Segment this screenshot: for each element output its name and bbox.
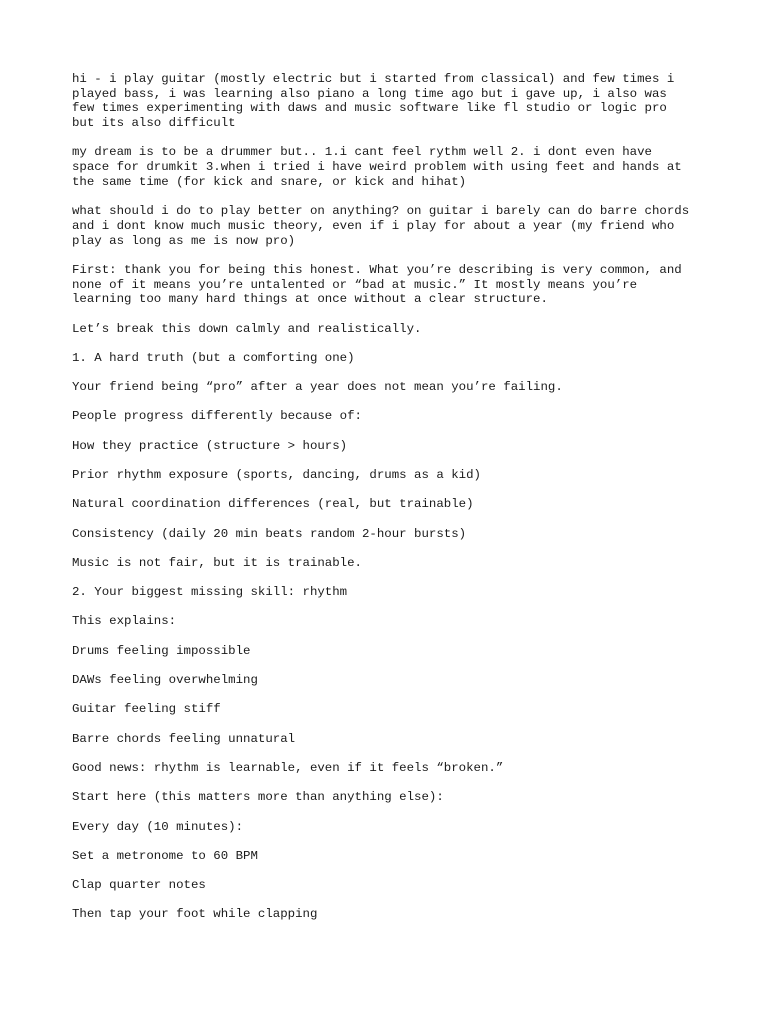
paragraph-reply-first: First: thank you for being this honest. What you’re describing is very common, and none of it means you’re untalented or “bad at music.” It mostly means you’re learning too many hard things at once without a clear structure. xyxy=(72,262,682,307)
list-item-practice: How they practice (structure > hours) xyxy=(72,438,348,453)
section-heading-hard-truth: 1. A hard truth (but a comforting one) xyxy=(72,350,355,365)
paragraph-music-trainable: Music is not fair, but it is trainable. xyxy=(72,555,362,570)
paragraph-good-news: Good news: rhythm is learnable, even if it feels “broken.” xyxy=(72,760,504,775)
document-body xyxy=(72,72,702,937)
paragraph-start-here: Start here (this matters more than anything else): xyxy=(72,790,444,805)
list-item-coordination: Natural coordination differences (real, but trainable) xyxy=(72,497,474,512)
list-item-barre-chords: Barre chords feeling unnatural xyxy=(72,731,296,746)
paragraph-question: what should i do to play better on anything? on guitar i barely can do barre chords and i dont know much music theory, even if i play for about a year (my friend who play as long as me is now pro) xyxy=(72,204,690,248)
list-item-guitar: Guitar feeling stiff xyxy=(72,702,221,717)
paragraph-progress-because: People progress differently because of: xyxy=(72,409,362,424)
section-heading-rhythm: 2. Your biggest missing skill: rhythm xyxy=(72,585,348,600)
paragraph-this-explains: This explains: xyxy=(72,614,177,629)
list-item-daws: DAWs feeling overwhelming xyxy=(72,673,258,688)
paragraph-break-down: Let’s break this down calmly and realistically. xyxy=(72,321,422,336)
list-item-tap-foot: Then tap your foot while clapping xyxy=(72,907,318,922)
paragraph-intro: hi - i play guitar (mostly electric but i started from classical) and few times i played bass, i was learning also piano a long time ago but i gave up, i also was few times experimenting with daws and music software like fl studio or logic pro but its also difficult xyxy=(72,72,675,131)
list-item-drums: Drums feeling impossible xyxy=(72,643,251,658)
list-item-consistency: Consistency (daily 20 min beats random 2-hour bursts) xyxy=(72,526,467,541)
list-item-metronome: Set a metronome to 60 BPM xyxy=(72,848,258,863)
paragraph-dream: my dream is to be a drummer but.. 1.i cant feel rythm well 2. i dont even have space for drumkit 3.when i tried i have weird problem with using feet and hands at the same time (for kick and snare, or kick and hihat) xyxy=(72,145,682,189)
list-item-clap: Clap quarter notes xyxy=(72,878,206,893)
paragraph-every-day: Every day (10 minutes): xyxy=(72,819,244,834)
paragraph-friend-pro: Your friend being “pro” after a year does not mean you’re failing. xyxy=(72,380,563,395)
list-item-prior-rhythm: Prior rhythm exposure (sports, dancing, drums as a kid) xyxy=(72,468,481,482)
